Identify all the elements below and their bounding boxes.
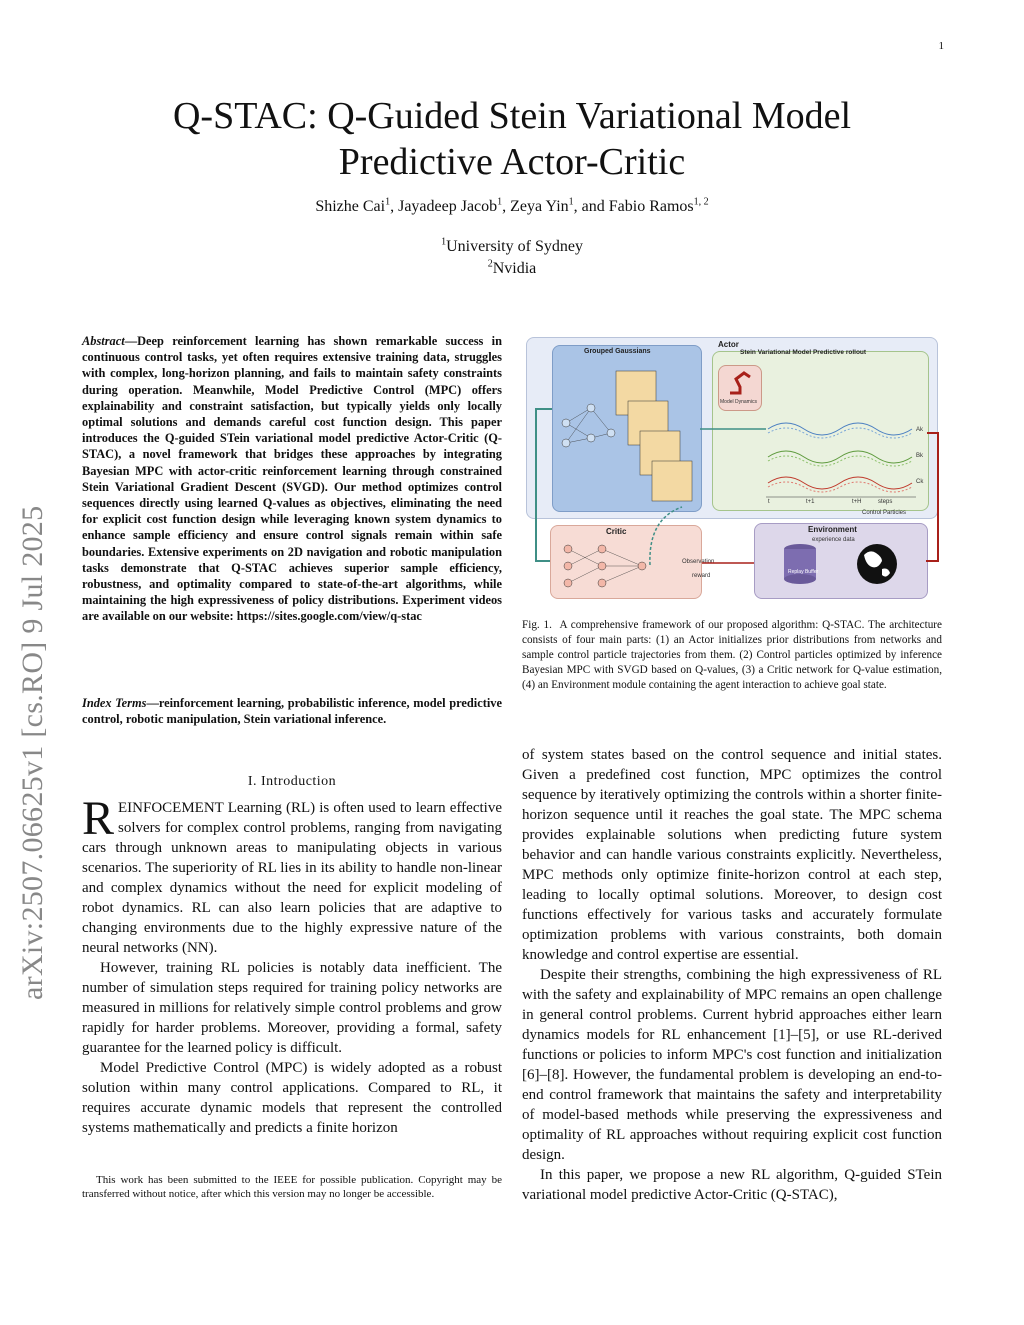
- title-line-1: Q-STAC: Q-Guided Stein Variational Model: [172, 95, 852, 137]
- actor-label: Actor: [718, 340, 739, 349]
- step-label: steps: [878, 499, 893, 505]
- abstract-label: Abstract: [82, 334, 125, 348]
- particle-label: Ak: [916, 427, 924, 433]
- author-name: Zeya Yin: [510, 198, 569, 215]
- author-name: Jayadeep Jacob: [398, 198, 498, 215]
- author-separator: ,: [390, 198, 399, 215]
- experience-label: experience data: [812, 537, 855, 543]
- author-affil-sup: 1: [568, 196, 574, 208]
- paragraph-text: EINFOCEMENT Learning (RL) is often used to learn effective solvers for complex control problems, ranging from navigating cars through unknown areas to manipulating objects in various scenarios. The superiority of RL lies in its ability to handle non-linear and complex dynamics without the need for explicit modeling of robot dynamics. RL can also learn policies that are adaptive to changing environments due to the highly expressive nature of the neural networks (NN).: [82, 800, 502, 956]
- author-separator: , and: [573, 198, 609, 215]
- replay-buffer-label: Replay Buffer: [788, 569, 819, 575]
- affiliation-2: [80, 258, 944, 280]
- particle-label: Ck: [916, 479, 924, 485]
- intro-paragraph: However, training RL policies is notably data inefficient. The number of simulation steps required for training policy networks are measured in millions for relatively simple control problems and grow rapidly for harder problems. Moreover, providing a formal, safety guarantee for the learned policy is difficult.: [82, 960, 502, 1056]
- intro-left-column: [82, 792, 502, 1138]
- critic-label: Critic: [606, 527, 627, 536]
- environment-label: Environment: [808, 525, 857, 534]
- observation-label: Observation: [682, 559, 715, 565]
- body-paragraph: In this paper, we propose a new RL algorithm, Q-guided STein variational model predictive Actor-Critic (Q-STAC),: [522, 1167, 942, 1203]
- affiliation-name: Nvidia: [492, 260, 537, 277]
- affiliation-sup: 1: [441, 236, 447, 248]
- caption-text: A comprehensive framework of our proposed algorithm: Q-STAC. The architecture consists of four main parts: (1) an Actor initializes prior distributions from networks and sample control particle trajectories from them. (2) Control particles optimized by inference Bayesian MPC with SVGD based on Q-values, (3) a Critic network for Q-value estimation, (4) an Environment module containing the agent interaction to achieve goal state.: [522, 619, 942, 691]
- intro-paragraph: Model Predictive Control (MPC) is widely adopted as a robust solution within many control applications. Compared to RL, it requires accurate dynamic models that represent the controlled systems mathematically and predicts a finite horizon: [82, 1060, 502, 1136]
- affiliations: [80, 236, 944, 280]
- title-line-2: Predictive Actor-Critic: [338, 141, 686, 183]
- step-label: t: [768, 499, 770, 505]
- body-paragraph: of system states based on the control sequence and initial states. Given a predefined cost function, MPC optimizes the control sequence by iteratively optimizing the controls within a shorter finite-horizon sequence until it reaches the goal state. The MPC schema provides explainable solutions when predicting future system behavior and can handle various constraints explicitly. Nevertheless, MPC methods only optimize finite-horizon control at each step, leading to locally optimal solutions. Moreover, to design cost functions effectively for various tasks and accurately formulate optimization problems with various constraints, both domain knowledge and control expertise are essential.: [522, 747, 942, 963]
- index-terms-text: —reinforcement learning, probabilistic inference, model predictive control, robotic manipulation, Stein variational inference.: [82, 696, 502, 727]
- control-particles-label: Control Particles: [862, 510, 907, 516]
- author-separator: ,: [502, 198, 511, 215]
- abstract: [82, 333, 502, 625]
- paper-title: [80, 93, 944, 185]
- author-affil-sup: 1: [497, 196, 503, 208]
- body-paragraph: Despite their strengths, combining the high expressiveness of RL with the safety and explainability of MPC remains an open challenge in general control problems. Current hybrid approaches either learn dynamics models for RL enhancement [1]–[5], or use RL-derived functions or policies to inform MPC's cost function and initialization [6]–[8]. However, the fundamental problem is developing an end-to-end control framework that maintains the safety and interpretability of model-based methods while preserving the expressiveness and optimality of RL approaches without requiring explicit cost function design.: [522, 967, 942, 1163]
- arxiv-identifier: arXiv:2507.06625v1 [cs.RO] 9 Jul 2025: [16, 505, 49, 1000]
- step-label: t+1: [806, 499, 815, 505]
- page-number: 1: [938, 40, 944, 52]
- affiliation-1: [80, 236, 944, 258]
- drop-cap: R: [82, 792, 115, 845]
- author-name: Fabio Ramos: [608, 198, 694, 215]
- affiliation-name: University of Sydney: [446, 238, 583, 255]
- reward-label: reward: [692, 573, 711, 579]
- intro-paragraph: [82, 792, 502, 958]
- figure-caption: [522, 618, 942, 693]
- section-heading: I. Introduction: [247, 774, 337, 789]
- author-affil-sup: 1: [385, 196, 391, 208]
- intro-right-column: [522, 745, 942, 1205]
- grouped-gaussians-label: Grouped Gaussians: [584, 348, 651, 355]
- flow-arrows: [522, 333, 942, 605]
- author-list: [80, 198, 944, 216]
- particle-label: Bk: [916, 453, 924, 459]
- affiliation-sup: 2: [487, 258, 493, 270]
- author-name: Shizhe Cai: [315, 198, 386, 215]
- author-affil-sup: 1, 2: [693, 196, 709, 208]
- model-dynamics-label: Model Dynamics: [720, 399, 757, 405]
- caption-label: Fig. 1.: [522, 619, 552, 631]
- svmpc-rollout-label: Stein Variational Model Predictive rollout: [740, 349, 867, 356]
- footnote: This work has been submitted to the IEEE for possible publication. Copyright may be transferred without notice, after which this version may no longer be accessible.: [82, 1174, 502, 1200]
- index-terms-label: Index Terms: [82, 696, 147, 710]
- step-label: t+H: [852, 499, 862, 505]
- figure-1: [522, 333, 942, 605]
- index-terms: [82, 695, 502, 727]
- abstract-text: —Deep reinforcement learning has shown remarkable success in continuous control tasks, yet often requires extensive training data, struggles with complex, long-horizon planning, and fails to maintain safety constraints during operation. Meanwhile, Model Predictive Control (MPC) offers explainability and constraint satisfaction, but typically yields only locally optimal solutions and demands careful cost function design. This paper introduces the Q-guided STein variational model predictive Actor-Critic (Q-STAC), a novel framework that bridges these approaches by integrating Bayesian MPC with actor-critic reinforcement learning through constrained Stein Variational Gradient Descent (SVGD). Our method optimizes control sequences directly using learned Q-values as objectives, eliminating the need for explicit cost function design while leveraging known system dynamics to enhance sample efficiency and ensure control signals remain within safe boundaries. Extensive experiments on 2D navigation and robotic manipulation tasks demonstrate that Q-STAC achieves superior sample efficiency, robustness, and optimality compared to state-of-the-art algorithms, while maintaining the high expressiveness of policy distributions. Experiment videos are available on our website: https://sites.google.com/view/q-stac: [82, 334, 502, 624]
